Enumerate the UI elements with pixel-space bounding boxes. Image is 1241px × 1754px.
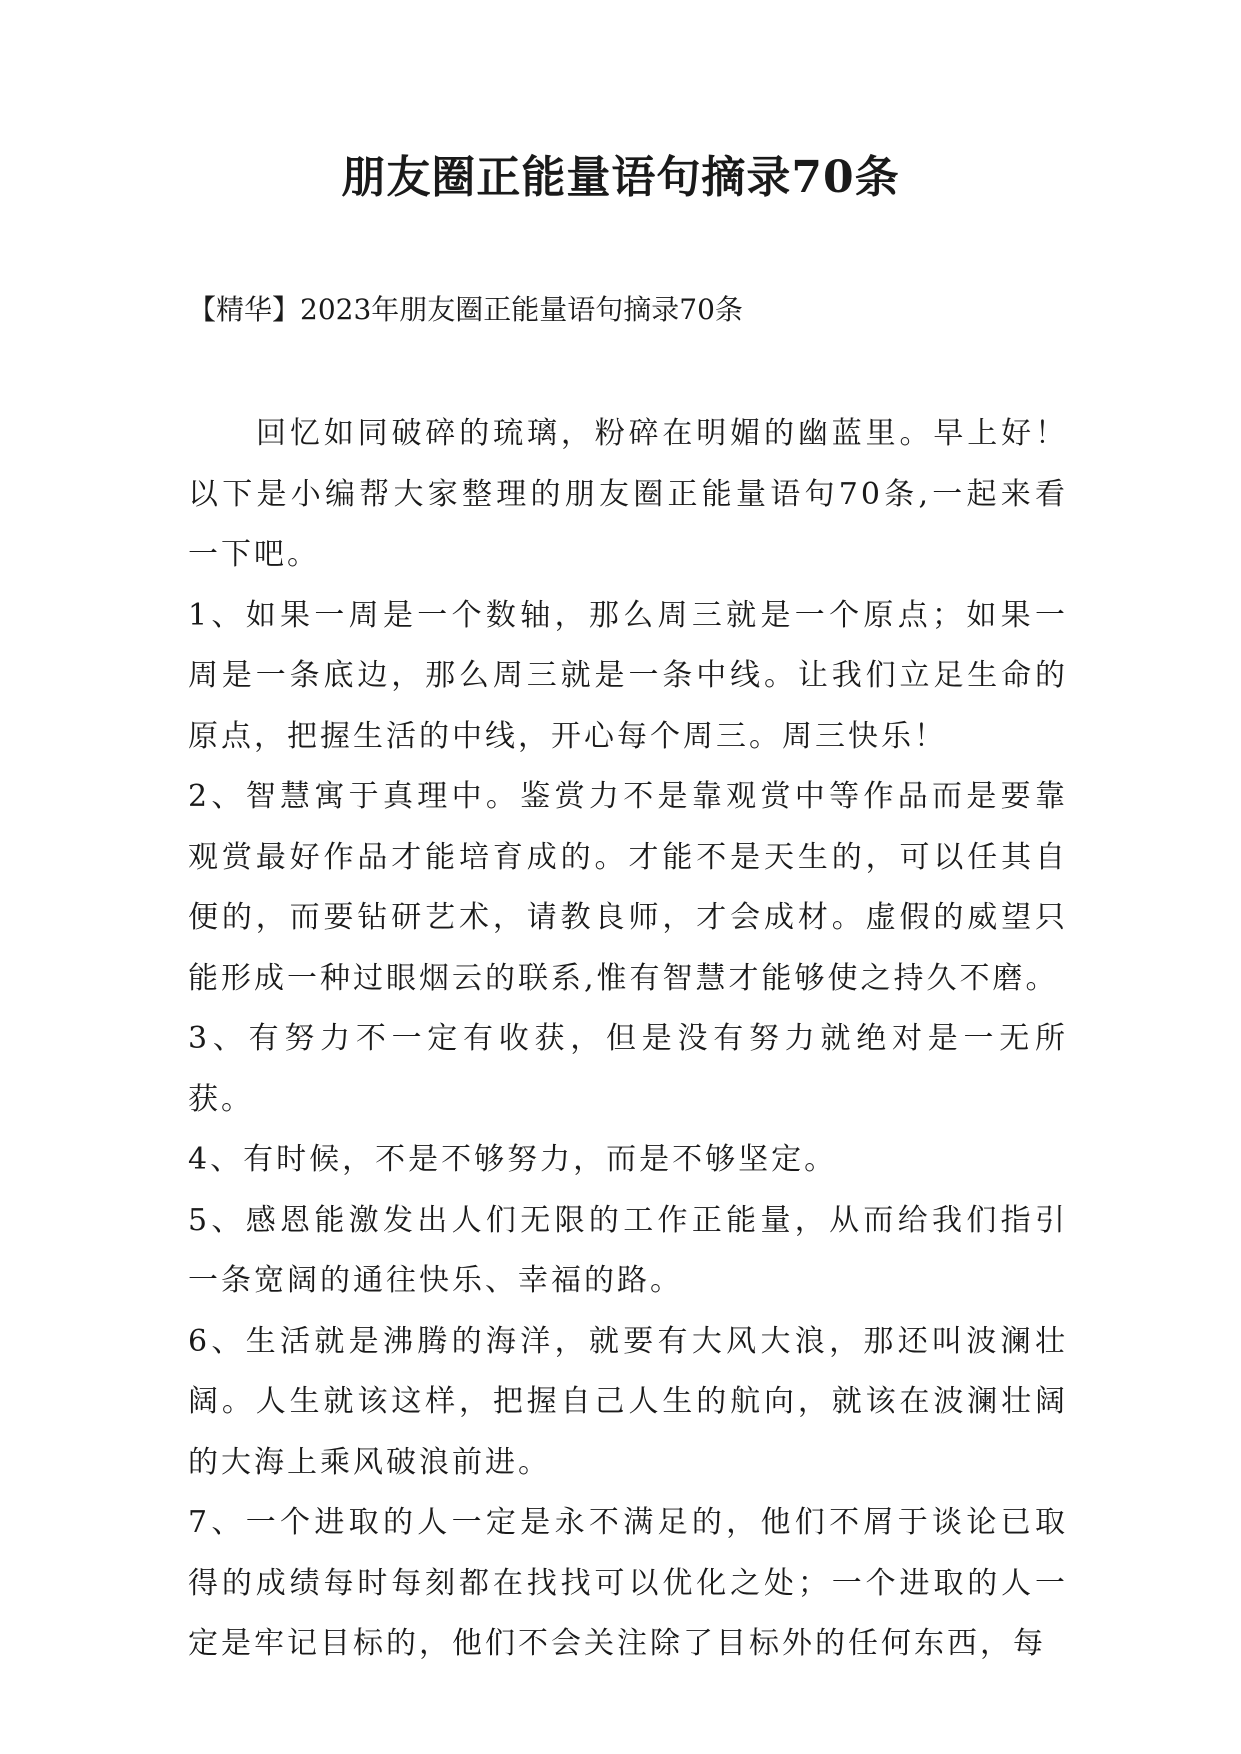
list-item: 1、如果一周是一个数轴，那么周三就是一个原点；如果一周是一条底边，那么周三就是一条中线。让我们立足生命的原点，把握生活的中线，开心每个周三。周三快乐！ — [188, 597, 1068, 754]
document-subtitle: 【精华】2023年朋友圈正能量语句摘录70条 — [188, 293, 743, 326]
list-item: 5、感恩能激发出人们无限的工作正能量，从而给我们指引一条宽阔的通往快乐、幸福的路。 — [188, 1202, 1068, 1298]
list-item: 3、有努力不一定有收获，但是没有努力就绝对是一无所获。 — [188, 1021, 1068, 1117]
intro-paragraph: 回忆如同破碎的琉璃，粉碎在明媚的幽蓝里。早上好！以下是小编帮大家整理的朋友圈正能量语句70条,一起来看一下吧。 — [188, 416, 1068, 572]
list-item: 6、生活就是沸腾的海洋，就要有大风大浪，那还叫波澜壮阔。人生就该这样，把握自己人生的航向，就该在波澜壮阔的大海上乘风破浪前进。 — [188, 1323, 1068, 1480]
document-title: 朋友圈正能量语句摘录70条 — [341, 152, 900, 203]
document-body — [188, 404, 1068, 1675]
list-item: 4、有时候，不是不够努力，而是不够坚定。 — [188, 1142, 838, 1177]
list-item: 2、智慧寓于真理中。鉴赏力不是靠观赏中等作品而是要靠观赏最好作品才能培育成的。才能不是天生的，可以任其自便的，而要钻研艺术，请教良师，才会成材。虚假的威望只能形成一种过眼烟云的联系,惟有智慧才能够使之持久不磨。 — [188, 779, 1068, 996]
list-item: 7、一个进取的人一定是永不满足的，他们不屑于谈论已取得的成绩每时每刻都在找找可以优化之处；一个进取的人一定是牢记目标的，他们不会关注除了目标外的任何东西，每 — [188, 1505, 1068, 1661]
